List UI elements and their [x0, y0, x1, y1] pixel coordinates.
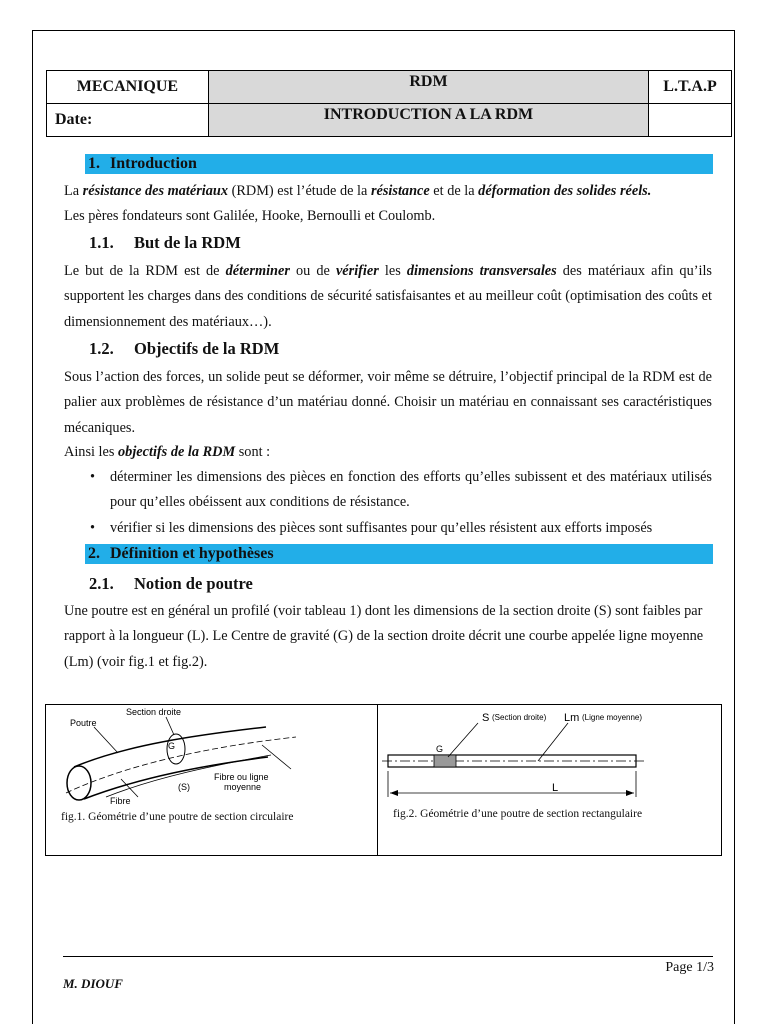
emphasis: déterminer [225, 263, 290, 279]
text: les [378, 263, 407, 279]
fig1-drawing [46, 705, 376, 855]
text: (RDM) est l’étude de la [228, 183, 371, 199]
list-item-text: vérifier si les dimensions des pièces sont suffisantes pour qu’elles résistent aux efforts imposés [110, 519, 653, 536]
bullet-icon: • [90, 519, 96, 536]
section-title: Objectifs de la RDM [134, 339, 280, 358]
date-cell: Date: [47, 104, 209, 137]
section-2-heading [85, 544, 713, 564]
fig2-caption: fig.2. Géométrie d’une poutre de section rectangulaire [393, 808, 643, 820]
fig1-caption: fig.1. Géométrie d’une poutre de section circulaire [61, 811, 294, 823]
text: des matériaux afin qu’ils supportent les charges dans des conditions de sécurité satisfaisantes et au meilleur coût (optimisation des coûts et dimensionnement des matériaux…). [64, 263, 712, 330]
fig2-label-l: L [552, 782, 559, 794]
list-item [88, 465, 712, 516]
emphasis: résistance des matériaux [82, 183, 229, 199]
author: M. DIOUF [63, 976, 123, 991]
emphasis: vérifier [335, 263, 379, 279]
section-title: Définition et hypothèses [110, 545, 274, 562]
section-title: Notion de poutre [134, 574, 253, 593]
text: sont : [235, 444, 271, 460]
section-number: 2.1. [89, 574, 114, 593]
fig1-label-g: G [168, 741, 176, 751]
school-cell: L.T.A.P [649, 71, 732, 104]
empty-cell [649, 104, 732, 137]
text: Sous l’action des forces, un solide peut se déformer, voir même se détruire, l’objectif principal de la RDM est de palier aux problèmes de résistance d’un matériau donné. Choisir un matériau en connaissant ses caractéristiques mécaniques. [64, 369, 712, 436]
page-number: Page 1/3 [665, 960, 714, 975]
section-1-heading [85, 154, 713, 174]
text: Le but de la RDM est de [64, 263, 226, 279]
section-number: 1.2. [89, 339, 114, 358]
intro-paragraph [64, 179, 712, 230]
figures-box [45, 704, 722, 856]
subsection-2-1-heading [89, 574, 253, 594]
emphasis: dimensions transversales [406, 263, 557, 279]
section-number: 1.1. [89, 233, 114, 252]
founders-text: Les pères fondateurs sont Galilée, Hooke, Bernoulli et Coulomb. [64, 208, 436, 225]
section-number: 1. [88, 155, 100, 172]
fig2-label-s-desc: (Section droite) [492, 713, 547, 722]
course-cell: RDM [208, 71, 648, 104]
emphasis: objectifs de la RDM [118, 444, 236, 460]
emphasis: résistance [370, 183, 430, 199]
list-item-text: déterminer les dimensions des pièces en fonction des efforts qu’elles subissent et des matériaux utilisés pour qu’elles obéissent aux conditions de résistance. [110, 469, 712, 511]
text: Ainsi les [64, 444, 119, 460]
fig1-label-fibre-ligne: Fibre ou ligne [214, 772, 269, 782]
fig2-label-g: G [436, 744, 444, 754]
objectifs-paragraph [64, 365, 712, 441]
subsection-1-2-heading [89, 339, 279, 359]
fig1-label-s: (S) [178, 782, 190, 792]
fig1-label-poutre: Poutre [70, 718, 97, 728]
list-item [88, 516, 712, 541]
bullet-icon: • [90, 469, 96, 485]
fig2-label-lm: Lm [564, 712, 580, 724]
fig2-label-s: S [482, 712, 490, 724]
subject-cell: MECANIQUE [47, 71, 209, 104]
but-paragraph [64, 259, 712, 335]
fig1-label-section: Section droite [126, 707, 182, 717]
objectifs-list [88, 465, 712, 541]
text: et de la [429, 183, 479, 199]
fig1-label-fibre: Fibre [110, 796, 131, 806]
text: ou de [289, 263, 336, 279]
fig1-label-moyenne: moyenne [224, 782, 262, 792]
fig2-label-lm-desc: (Ligne moyenne) [582, 713, 643, 722]
section-title: But de la RDM [134, 233, 241, 252]
chapter-cell: INTRODUCTION A LA RDM [208, 104, 648, 137]
section-title: Introduction [110, 155, 197, 172]
section-number: 2. [88, 545, 100, 562]
poutre-paragraph [64, 599, 712, 675]
subsection-1-1-heading [89, 233, 241, 253]
text: La [64, 183, 83, 199]
header-table [46, 70, 732, 137]
footer-divider [63, 956, 713, 957]
emphasis: déformation des solides réels. [478, 183, 652, 199]
objectifs-intro [64, 440, 712, 465]
text: Une poutre est en général un profilé (voir tableau 1) dont les dimensions de la section droite (S) sont faibles par rapport à la longueur (L). Le Centre de gravité (G) de la section droite décrit une courbe appelée ligne moyenne (Lm) (voir fig.1 et fig.2). [64, 603, 704, 670]
fig2-drawing [378, 705, 723, 855]
